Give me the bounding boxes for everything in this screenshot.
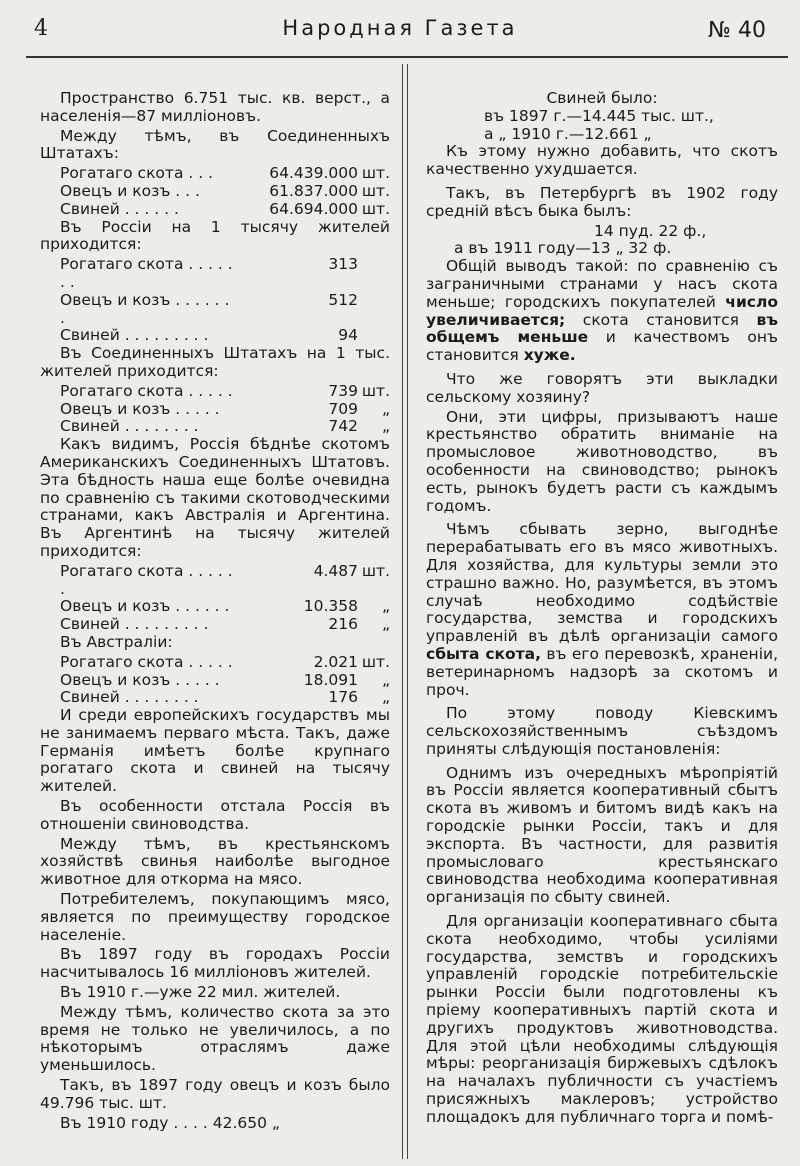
table-row: Овецъ и козъ . . . . . . . 512 bbox=[60, 290, 358, 327]
table-row: Овецъ и козъ . . . . . 18.091 „ bbox=[60, 670, 390, 689]
table-row: Рогатаго скота . . . . . . 4.487 шт. bbox=[60, 561, 390, 598]
paragraph: Они, эти цифры, призываютъ наше крестьянство обратить вниманіе на промысловое животноводство, въ особенности на свиноводство; рынокъ есть, рынокъ будетъ расти съ каждымъ годомъ. bbox=[426, 407, 778, 515]
newspaper-title: Народная Газета bbox=[282, 16, 518, 40]
table-row: Овецъ и козъ . . . 61.837.000 шт. bbox=[60, 181, 390, 200]
column-divider bbox=[402, 64, 408, 1159]
paragraph: Между тѣмъ, въ крестьянскомъ хозяйствѣ свинья наиболѣе выгодное животное для откорма на мясо. bbox=[40, 834, 390, 889]
table-row: Рогатаго скота . . . . . 2.021 шт. bbox=[60, 652, 390, 671]
paragraph: Въ Соединенныхъ Штатахъ на 1 тыс. жителей приходится: bbox=[40, 344, 390, 380]
issue-number: № 40 bbox=[708, 18, 766, 43]
paragraph: Общій выводъ такой: по сравненію съ заграничными странами у насъ скота меньше; городскихъ покупателей число увеличивается; скота становится въ общемъ меньше и качествомъ онъ становится хуже. bbox=[426, 257, 779, 365]
data-line: 14 пуд. 22 ф., bbox=[594, 221, 707, 240]
paragraph: Въ 1910 году . . . . 42.650 „ bbox=[60, 1113, 280, 1132]
paragraph: Между тѣмъ, въ Соединенныхъ Штатахъ: bbox=[40, 126, 390, 163]
section-heading: Свиней было: bbox=[546, 89, 658, 107]
table-row: Рогатаго скота . . . 64.439.000 шт. bbox=[60, 164, 390, 183]
table-row: Свиней . . . . . . . . 742 „ bbox=[60, 417, 390, 436]
australia-table bbox=[40, 654, 390, 707]
page-number: 4 bbox=[34, 16, 48, 41]
data-line: а въ 1911 году—13 „ 32 ф. bbox=[454, 239, 672, 258]
paragraph: Пространство 6.751 тыс. кв. верст., а населенія—87 милліоновъ. bbox=[40, 89, 390, 125]
paragraph: Для организаціи кооперативнаго сбыта скота необходимо, чтобы усиліями государства, земствъ и городскихъ управленій городскіе потребительскіе рынки Россіи были подготовлены къ пріему кооперативныхъ партій скота и другихъ продуктовъ животноводства. Для этой цѣли необходимы слѣдующія мѣры: реорганизація биржевыхъ сдѣлокъ на началахъ публичности съ участіемъ присяжныхъ маклеровъ; устройство площадокъ для публичнаго торга и помѣ- bbox=[426, 912, 778, 1126]
table-row: Свиней . . . . . . . . . 216 „ bbox=[60, 615, 390, 634]
table-row: Свиней . . . . . . . . . 94 bbox=[60, 326, 358, 345]
header-rule bbox=[26, 56, 788, 58]
section-heading: Въ Австраліи: bbox=[60, 632, 173, 651]
table-row: Рогатаго скота . . . . . . . 313 bbox=[60, 255, 358, 291]
usa-per-table bbox=[40, 383, 390, 436]
table-row: Свиней . . . . . . . . 176 „ bbox=[60, 688, 390, 707]
paragraph: И среди европейскихъ государствъ мы не занимаемъ перваго мѣста. Такъ, даже Германія имѣетъ болѣе крупнаго рогатаго скота и свиней на тысячу жителей. bbox=[40, 706, 390, 796]
table-row: Рогатаго скота . . . . . 739 шт. bbox=[60, 381, 390, 400]
paragraph: Въ 1910 г.—уже 22 мил. жителей. bbox=[60, 983, 341, 1002]
data-line: въ 1897 г.—14.445 тыс. шт., bbox=[484, 106, 714, 125]
russia-per-table bbox=[40, 256, 390, 345]
right-column bbox=[426, 90, 778, 1129]
paragraph: Въ 1897 году въ городахъ Россіи насчитывалось 16 милліоновъ жителей. bbox=[40, 945, 390, 982]
paragraph: Такъ, въ Петербургѣ въ 1902 году средній вѣсъ быка былъ: bbox=[426, 183, 778, 220]
paragraph: Въ Россіи на 1 тысячу жителей приходится: bbox=[40, 217, 390, 254]
paragraph: Потребителемъ, покупающимъ мясо, является по преимуществу городское населеніе. bbox=[40, 890, 390, 944]
paragraph: По этому поводу Кіевскимъ сельскохозяйственнымъ съѣздомъ приняты слѣдующія постановленія: bbox=[426, 704, 778, 758]
paragraph: Между тѣмъ, количество скота за это время не только не увеличилось, а по нѣкоторымъ отраслямъ даже уменьшилось. bbox=[40, 1002, 390, 1075]
paragraph: Какъ видимъ, Россія бѣднѣе скотомъ Американскихъ Соединенныхъ Штатовъ. Эта бѣдность наша еще болѣе очевидна по сравненію съ такими скотоводческими странами, какъ Австралія и Аргентина. Въ Аргентинѣ на тысячу жителей приходится: bbox=[40, 435, 390, 560]
usa-total-table bbox=[40, 165, 390, 218]
paragraph: Въ особенности отстала Россія въ отношеніи свиноводства. bbox=[40, 797, 390, 833]
paragraph: Что же говорятъ эти выкладки сельскому хозяину? bbox=[426, 369, 778, 406]
paragraph: Чѣмъ сбывать зерно, выгоднѣе перерабатывать его въ мясо животныхъ. Для хозяйства, для культуры земли это страшно важно. Но, разумѣется, въ этомъ случаѣ необходимо содѣйствіе государства, земства и городскихъ управленій въ дѣлѣ организаціи самого сбыта скота, въ его перевозкѣ, храненіи, ветеринарномъ надзорѣ за скотомъ и проч. bbox=[426, 520, 779, 699]
argentina-table bbox=[40, 563, 390, 634]
page-header bbox=[0, 0, 800, 58]
data-line: а „ 1910 г.—12.661 „ bbox=[484, 124, 652, 143]
paragraph: Однимъ изъ очередныхъ мѣропріятій въ Россіи является кооперативный сбытъ скота въ живомъ и битомъ видѣ какъ на городскіе рынки Россіи, такъ и для экспорта. Въ частности, для развитія промысловаго крестьянскаго свиноводства необходима кооперативная организація по сбыту свиней. bbox=[426, 763, 778, 907]
table-row: Овецъ и козъ . . . . . 709 „ bbox=[60, 399, 390, 418]
paragraph: Такъ, въ 1897 году овецъ и козъ было 49.796 тыс. шт. bbox=[40, 1076, 390, 1112]
table-row: Овецъ и козъ . . . . . . 10.358 „ bbox=[60, 597, 390, 616]
paragraph: Къ этому нужно добавить, что скотъ качественно ухудшается. bbox=[426, 142, 778, 179]
table-row: Свиней . . . . . . 64.694.000 шт. bbox=[60, 199, 390, 218]
left-column bbox=[40, 90, 390, 1134]
